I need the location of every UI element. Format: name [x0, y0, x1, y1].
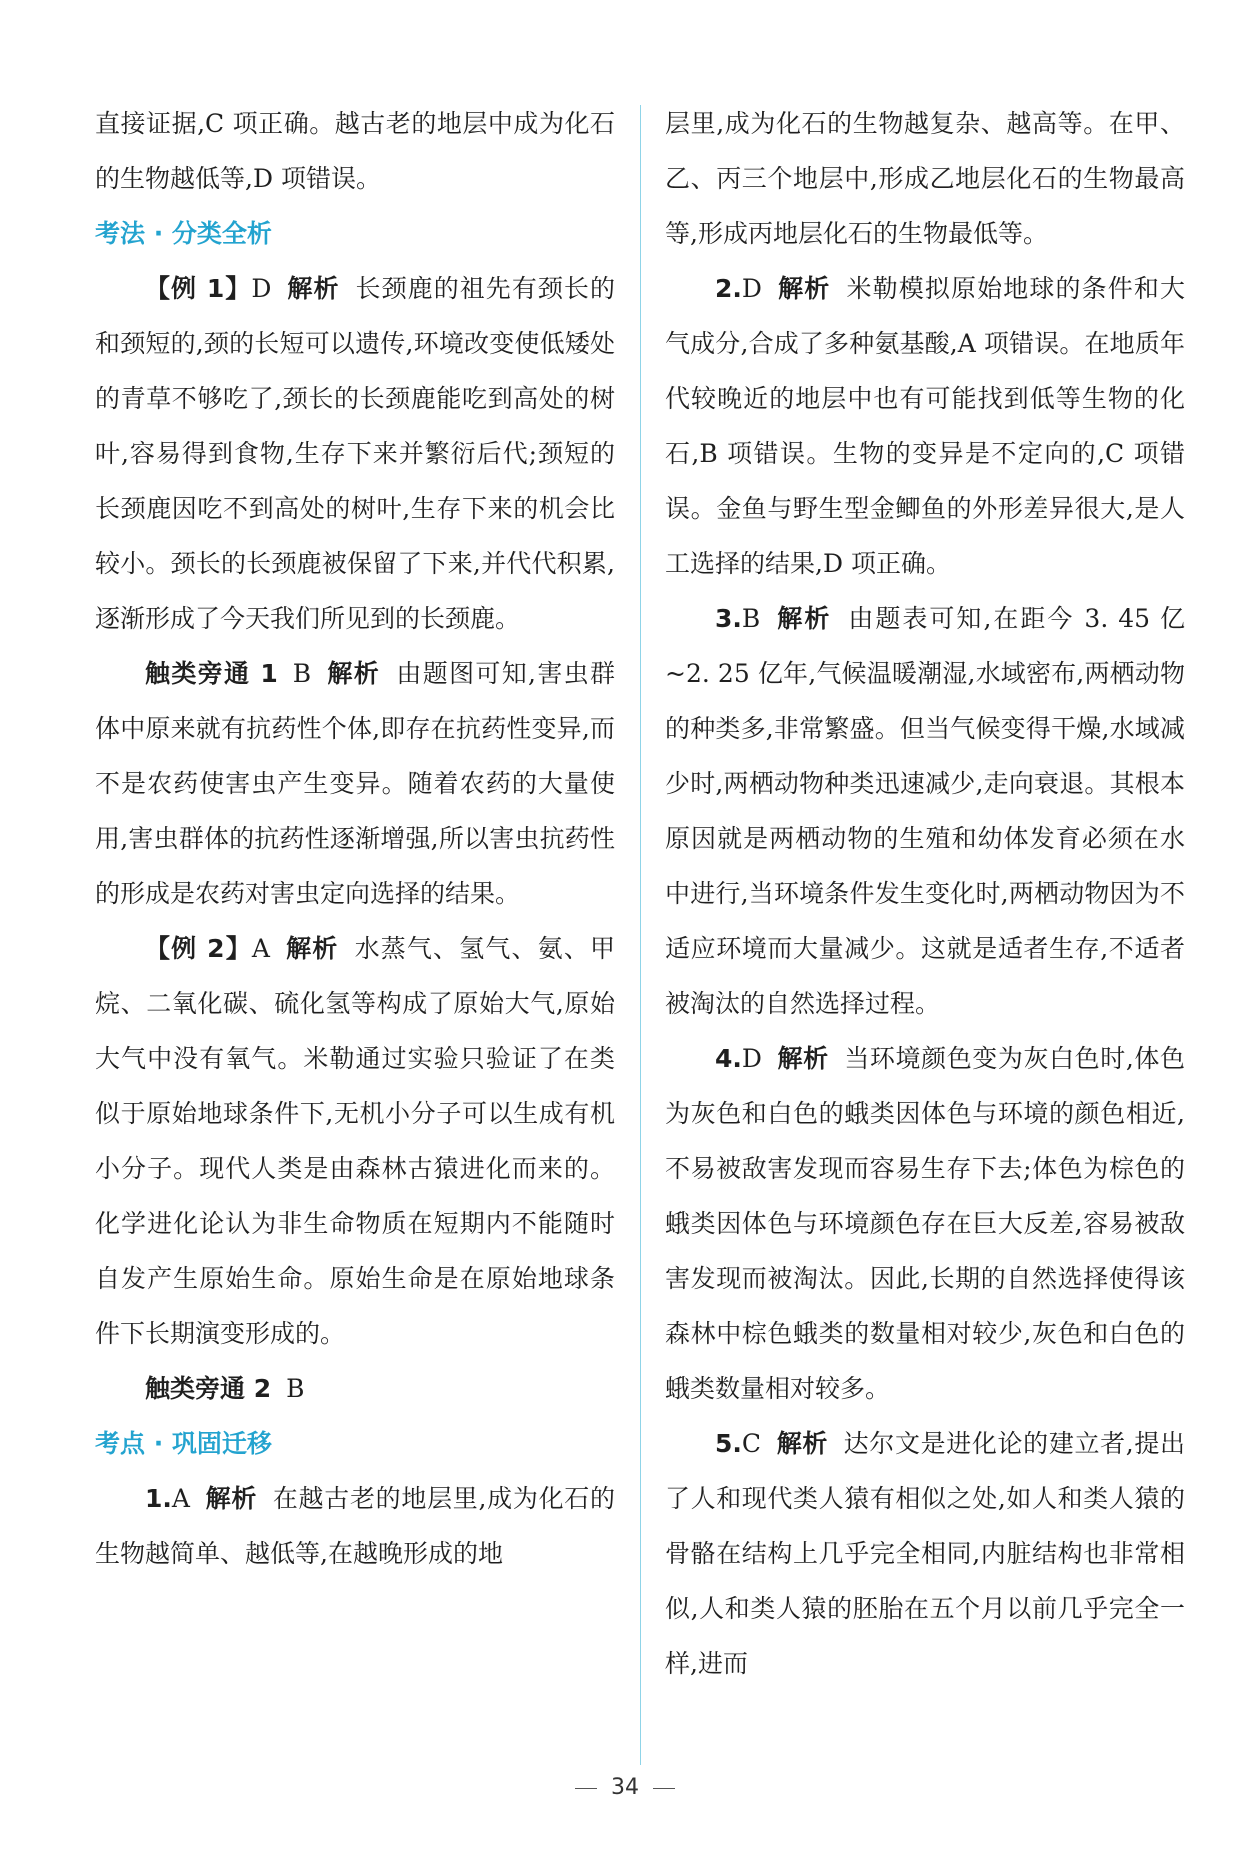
example-label: 【例 2】	[145, 934, 252, 963]
answer: D	[741, 1044, 762, 1073]
right-column	[665, 96, 1185, 1691]
question-number: 3.	[715, 604, 742, 633]
answer: D	[741, 274, 762, 303]
question-2	[665, 261, 1185, 591]
answer: D	[251, 274, 272, 303]
page-footer	[0, 1775, 1250, 1800]
answer: B	[286, 1374, 305, 1403]
analysis-label: 解析	[775, 604, 832, 633]
analysis-text: 在越古老的地层里,成为化石的生物越简单、越低等,在越晚形成的地	[95, 1484, 615, 1568]
question-1	[95, 1471, 615, 1581]
question-5	[665, 1416, 1185, 1691]
section-heading-kaodian: 考点 · 巩固迁移	[95, 1429, 272, 1458]
question-1-continued: 层里,成为化石的生物越复杂、越高等。在甲、乙、丙三个地层中,形成乙地层化石的生物最高等,形成丙地层化石的生物最低等。	[665, 109, 1185, 248]
analysis-label: 解析	[204, 1484, 258, 1513]
extension-1	[95, 646, 615, 921]
analysis-label: 解析	[776, 1429, 828, 1458]
analysis-text: 由题表可知,在距今 3. 45 亿~2. 25 亿年,气候温暖潮湿,水域密布,两栖动物的种类多,非常繁盛。但当气候变得干燥,水域减少时,两栖动物种类迅速减少,走向衰退。其根本原因就是两栖动物的生殖和幼体发育必须在水中进行,当环境条件发生变化时,两栖动物因为不适应环境而大量减少。这就是适者生存,不适者被淘汰的自然选择过程。	[665, 604, 1185, 1018]
analysis-label: 解析	[286, 274, 340, 303]
analysis-text: 米勒模拟原始地球的条件和大气成分,合成了多种氨基酸,A 项错误。在地质年代较晚近的地层中也有可能找到低等生物的化石,B 项错误。生物的变异是不定向的,C 项错误。金鱼与野生型金鲫鱼的外形差异很大,是人工选择的结果,D 项正确。	[665, 274, 1185, 578]
extension-label: 触类旁通 2	[145, 1374, 272, 1403]
analysis-label: 解析	[284, 934, 339, 963]
example-2	[95, 921, 615, 1361]
section-heading-kaofa: 考法 · 分类全析	[95, 219, 272, 248]
question-number: 4.	[715, 1044, 742, 1073]
column-divider	[640, 105, 641, 1765]
question-number: 5.	[715, 1429, 742, 1458]
question-number: 1.	[145, 1484, 172, 1513]
analysis-text: 达尔文是进化论的建立者,提出了人和现代类人猿有相似之处,如人和类人猿的骨骼在结构上几乎完全相同,内脏结构也非常相似,人和类人猿的胚胎在五个月以前几乎完全一样,进而	[665, 1429, 1185, 1678]
analysis-label: 解析	[776, 274, 831, 303]
analysis-text: 当环境颜色变为灰白色时,体色为灰色和白色的蛾类因体色与环境的颜色相近,不易被敌害发现而容易生存下去;体色为棕色的蛾类因体色与环境颜色存在巨大反差,容易被敌害发现而被淘汰。因此,长期的自然选择使得该森林中棕色蛾类的数量相对较少,灰色和白色的蛾类数量相对较多。	[665, 1044, 1185, 1403]
extension-2	[95, 1361, 615, 1416]
answer: B	[292, 659, 312, 688]
left-column	[95, 96, 615, 1581]
analysis-text: 长颈鹿的祖先有颈长的和颈短的,颈的长短可以遗传,环境改变使低矮处的青草不够吃了,颈长的长颈鹿能吃到高处的树叶,容易得到食物,生存下来并繁衍后代;颈短的长颈鹿因吃不到高处的树叶,生存下来的机会比较小。颈长的长颈鹿被保留了下来,并代代积累,逐渐形成了今天我们所见到的长颈鹿。	[95, 274, 615, 633]
question-number: 2.	[715, 274, 742, 303]
analysis-text: 由题图可知,害虫群体中原来就有抗药性个体,即存在抗药性变异,而不是农药使害虫产生变异。随着农药的大量使用,害虫群体的抗药性逐渐增强,所以害虫抗药性的形成是农药对害虫定向选择的结果。	[95, 659, 615, 908]
question-3	[665, 591, 1185, 1031]
paragraph-intro: 直接证据,C 项正确。越古老的地层中成为化石的生物越低等,D 项错误。	[95, 109, 615, 193]
analysis-text: 水蒸气、氢气、氨、甲烷、二氧化碳、硫化氢等构成了原始大气,原始大气中没有氧气。米勒通过实验只验证了在类似于原始地球条件下,无机小分子可以生成有机小分子。现代人类是由森林古猿进化而来的。化学进化论认为非生命物质在短期内不能随时自发产生原始生命。原始生命是在原始地球条件下长期演变形成的。	[95, 934, 615, 1348]
page-number: 34	[611, 1775, 639, 1800]
answer: B	[741, 604, 761, 633]
extension-label: 触类旁通 1	[145, 659, 278, 688]
question-4	[665, 1031, 1185, 1416]
example-label: 【例 1】	[145, 274, 252, 303]
answer: C	[741, 1429, 762, 1458]
example-1	[95, 261, 615, 646]
footer-dash-right	[653, 1788, 675, 1789]
answer: A	[251, 934, 270, 963]
answer: A	[171, 1484, 190, 1513]
footer-dash-left	[575, 1788, 597, 1789]
analysis-label: 解析	[776, 1044, 829, 1073]
analysis-label: 解析	[326, 659, 381, 688]
